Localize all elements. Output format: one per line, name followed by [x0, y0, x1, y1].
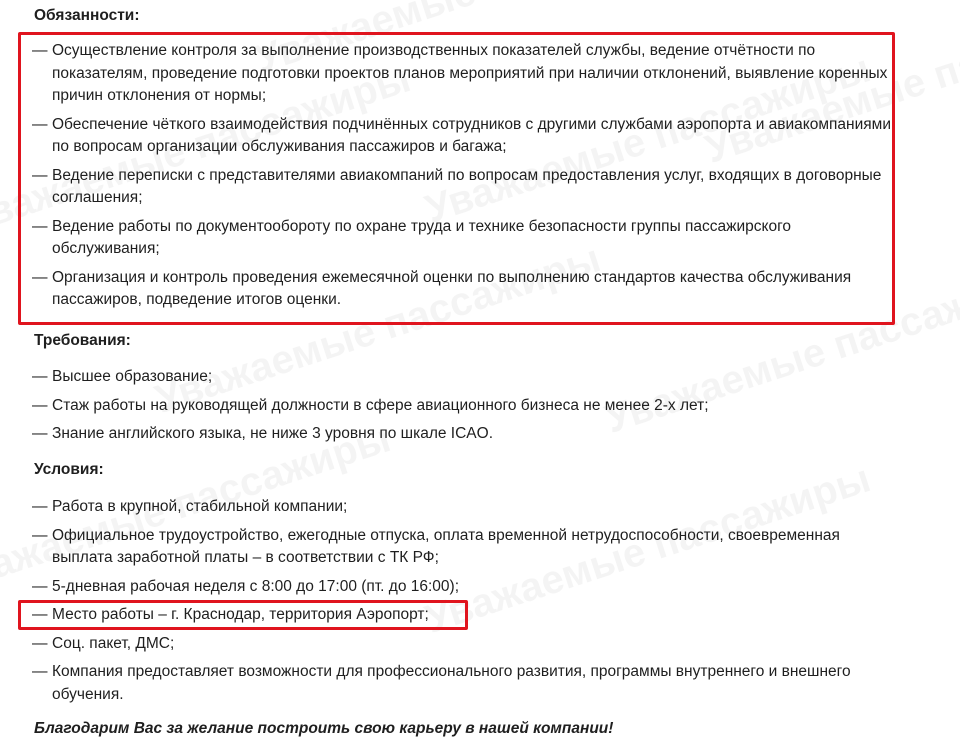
list-item: — Ведение переписки с представителями авиакомпаний по вопросам предоставления услуг, входящих в договорные соглашения; [30, 165, 900, 210]
list-item: — Ведение работы по документообороту по охране труда и технике безопасности группы пассажирского обслуживания; [30, 216, 900, 261]
list-item: — Организация и контроль проведения ежемесячной оценки по выполнению стандартов качества обслуживания пассажиров, подведение итогов оценки. [30, 267, 900, 312]
list-item: — Высшее образование; [30, 366, 900, 389]
responsibilities-heading: Обязанности: [34, 7, 140, 24]
list-item: — Обеспечение чёткого взаимодействия подчинённых сотрудников с другими службами аэропорта и авиакомпаниями по вопросам организации обслуживания пассажиров и багажа; [30, 114, 900, 159]
conditions-heading: Условия: [34, 461, 104, 478]
list-item: — Место работы – г. Краснодар, территория Аэропорт; [30, 604, 900, 627]
list-item: — Работа в крупной, стабильной компании; [30, 496, 900, 519]
list-item: — Стаж работы на руководящей должности в сфере авиационного бизнеса не менее 2-х лет; [30, 395, 900, 418]
list-item: — Официальное трудоустройство, ежегодные отпуска, оплата временной нетрудоспособности, своевременная выплата заработной платы – в соответствии с ТК РФ; [30, 525, 900, 570]
list-item: — Компания предоставляет возможности для профессионального развития, программы внутреннего и внешнего обучения. [30, 661, 900, 706]
requirements-heading: Требования: [34, 332, 131, 349]
closing-text: Благодарим Вас за желание построить свою карьеру в нашей компании! [34, 720, 614, 737]
list-item: — Осуществление контроля за выполнение производственных показателей службы, ведение отчётности по показателям, проведение подготовки проектов планов мероприятий при наличии отклонений, выявление коренных причин отклонения от нормы; [30, 40, 900, 108]
list-item: — 5-дневная рабочая неделя с 8:00 до 17:00 (пт. до 16:00); [30, 576, 900, 599]
list-item: — Соц. пакет, ДМС; [30, 633, 900, 656]
responsibilities-list [30, 40, 900, 318]
requirements-list [30, 366, 900, 452]
conditions-list [30, 496, 900, 712]
list-item: — Знание английского языка, не ниже 3 уровня по шкале ICAO. [30, 423, 900, 446]
